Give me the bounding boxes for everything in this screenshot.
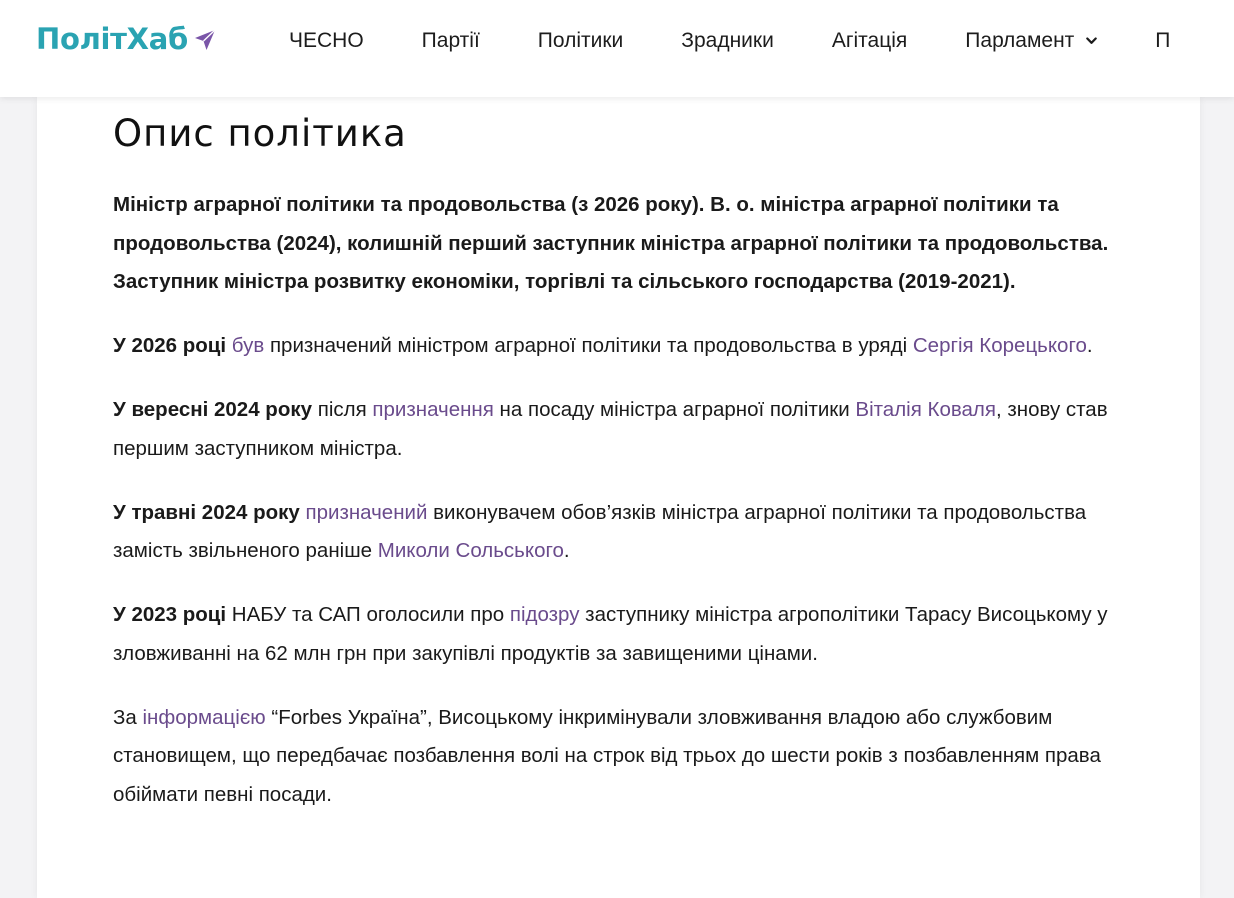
nav-item-label: Політики (537, 29, 624, 52)
paragraph-sept-2024 (113, 391, 1113, 468)
top-navigation-bar (0, 0, 1234, 97)
nav-item-agitation[interactable] (832, 29, 907, 53)
person-link-koval[interactable]: Віталія Коваля (855, 398, 996, 422)
date-label: У 2026 році (113, 334, 227, 358)
nav-item-truncated[interactable] (1155, 29, 1170, 53)
nav-item-chesno[interactable] (289, 29, 364, 53)
paragraph-end: . (1086, 334, 1093, 358)
nav-item-parties[interactable] (422, 29, 480, 53)
paragraph-text: після (317, 398, 367, 422)
nav-item-label: П (1155, 29, 1171, 52)
site-logo[interactable] (36, 22, 217, 56)
date-label: У 2023 році (113, 603, 227, 627)
paragraph-text: на посаду міністра аграрної політики (499, 398, 850, 422)
nav-item-label: ЧЕСНО (289, 29, 364, 52)
paragraph-text: НАБУ та САП оголосили про (231, 603, 505, 627)
date-label: У вересні 2024 року (113, 398, 313, 422)
paragraph-text: “Forbes Україна”, Висоцькому інкримінували зловживання владою або службовим становищем, що передбачає позбавлення волі на строк від трьох до шести років з позбавленням права обіймати певні посади. (113, 705, 1101, 806)
nav-item-label: Парламент (965, 29, 1075, 52)
nav-item-traitors[interactable] (681, 29, 774, 53)
source-link[interactable]: був (231, 334, 265, 358)
main-nav (289, 29, 1228, 53)
source-link[interactable]: інформацією (142, 705, 266, 729)
nav-item-label: Зрадники (681, 29, 774, 52)
paragraph-2023 (113, 596, 1113, 673)
nav-item-label: Партії (421, 29, 480, 52)
person-link-koretskyi[interactable]: Сергія Корецького (912, 334, 1087, 358)
nav-item-parliament[interactable] (965, 29, 1097, 53)
paragraph-forbes (113, 699, 1113, 815)
paragraph-text: , знову став першим заступником міністра. (113, 398, 1108, 460)
section-title: Опис політика (113, 112, 407, 155)
lead-paragraph: Міністр аграрної політики та продовольства (з 2026 року). В. о. міністра аграрної політики та продовольства (2024), колишній перший заступник міністра аграрної політики та продовольства. Заступник міністра розвитку економіки, торгівлі та сільського господарства (2019-2021). (113, 193, 1109, 294)
chevron-down-icon (1086, 37, 1097, 45)
date-label: У травні 2024 року (113, 500, 300, 524)
paragraph-2026 (113, 327, 1113, 366)
person-link-solskyi[interactable]: Миколи Сольського (377, 539, 564, 563)
nav-item-politicians[interactable] (538, 29, 624, 53)
source-link[interactable]: призначення (372, 398, 494, 422)
paragraph-text: виконувачем обов’язків міністра аграрної політики та продовольства замість звільненого раніше (113, 500, 1087, 563)
source-link[interactable]: підозру (509, 603, 580, 627)
paragraph-may-2024 (113, 494, 1113, 571)
source-link[interactable]: призначений (305, 500, 428, 524)
nav-item-label: Агітація (831, 29, 908, 52)
politician-description (113, 112, 1113, 840)
paragraph-end: . (563, 539, 570, 563)
paper-plane-icon (193, 28, 217, 52)
paragraph-text: заступнику міністра агрополітики Тарасу Висоцькому у зловживанні на 62 млн грн при закупівлі продуктів за завищеними цінами. (113, 603, 1108, 665)
paragraph-text: За (113, 705, 137, 729)
logo-text: ПолітХаб (36, 22, 188, 56)
paragraph-text: призначений міністром аграрної політики та продовольства в уряді (269, 334, 908, 358)
